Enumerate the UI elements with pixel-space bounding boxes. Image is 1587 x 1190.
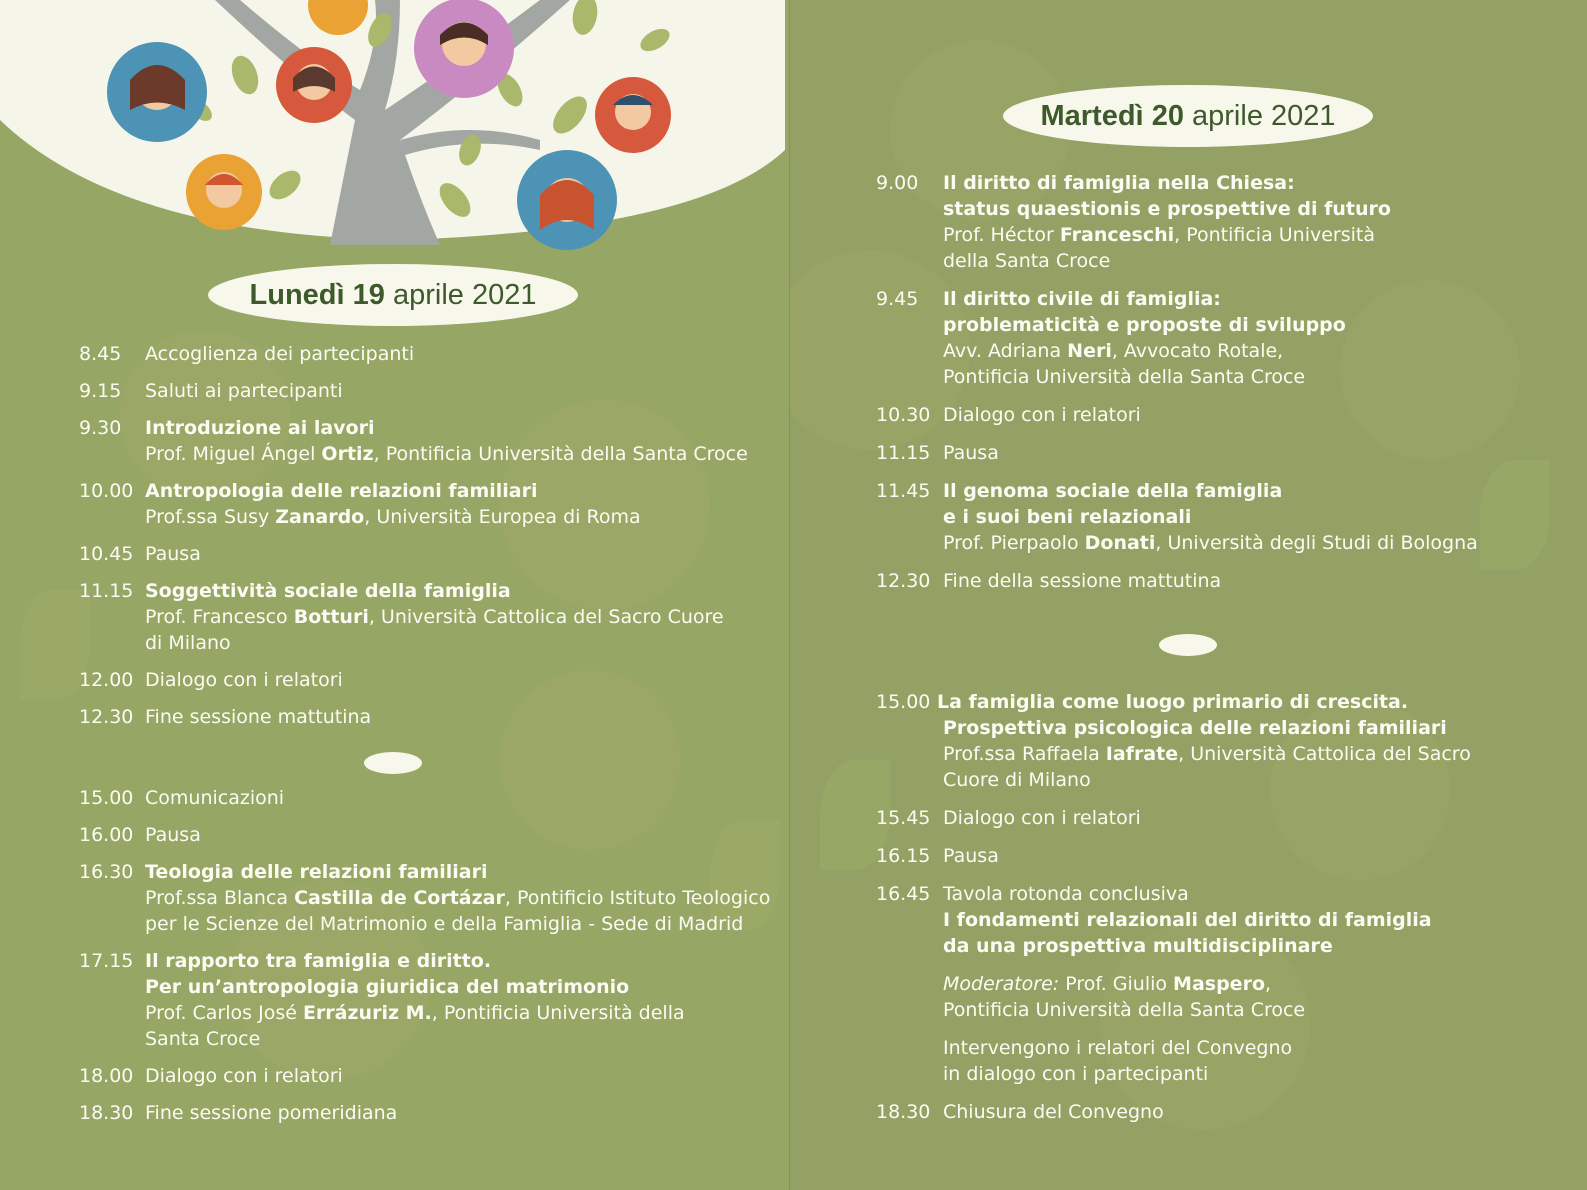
time: 8.45: [79, 343, 122, 365]
talk-title: Il diritto civile di famiglia:: [943, 288, 1221, 310]
activity: Pausa: [943, 442, 999, 464]
activity: Dialogo con i relatori: [943, 807, 1141, 829]
time: 18.00: [79, 1065, 134, 1087]
speaker-surname: Ortiz: [321, 443, 374, 465]
moderator: [943, 971, 1576, 1023]
speaker-affiliation-cont: Cuore di Milano: [943, 769, 1091, 791]
talk-title-cont: status quaestionis e prospettive di futuro: [943, 198, 1391, 220]
talk-title: Soggettività sociale della famiglia: [145, 580, 511, 602]
time: 15.45: [876, 807, 931, 829]
time: 15.00: [79, 787, 134, 809]
speaker-affiliation-cont: della Santa Croce: [943, 250, 1111, 272]
note-line-cont: in dialogo con i partecipanti: [943, 1063, 1209, 1085]
session-divider: [1159, 634, 1217, 656]
left-page: [0, 0, 790, 1190]
speaker: [943, 340, 1305, 388]
schedule-item: [79, 785, 779, 811]
speaker-surname: Iafrate: [1105, 743, 1179, 765]
speaker-prefix: Avv. Adriana: [943, 340, 1068, 362]
time: 12.30: [876, 570, 931, 592]
talk-title-cont: problematicità e proposte di sviluppo: [943, 314, 1346, 336]
speaker-affiliation-cont: di Milano: [145, 632, 231, 654]
tuesday-afternoon-schedule: [876, 689, 1576, 1125]
time: 15.00: [876, 691, 931, 713]
speaker-affiliation: , Pontificia Università: [1174, 224, 1376, 246]
time: 9.30: [79, 417, 122, 439]
speaker-surname: Botturi: [293, 606, 369, 628]
moderator-surname: Maspero: [1173, 973, 1265, 995]
schedule-item: [876, 843, 1576, 869]
time: 12.30: [79, 706, 134, 728]
speaker: [145, 606, 724, 654]
activity: Fine sessione mattutina: [145, 706, 372, 728]
schedule-item: [876, 286, 1576, 390]
schedule-item: [79, 704, 779, 730]
activity: Dialogo con i relatori: [943, 404, 1141, 426]
moderator-affiliation: Pontificia Università della Santa Croce: [943, 999, 1306, 1021]
weekday: Martedì: [1040, 100, 1144, 132]
schedule-item: [876, 440, 1576, 466]
speaker-affiliation: , Università degli Studi di Bologna: [1155, 532, 1478, 554]
speaker-affiliation-cont: per le Scienze del Matrimonio e della Famiglia - Sede di Madrid: [145, 913, 744, 935]
activity: Chiusura del Convegno: [943, 1101, 1164, 1123]
time: 10.00: [79, 480, 134, 502]
schedule-item: [79, 948, 779, 1052]
speaker-prefix: Prof.ssa Blanca: [145, 887, 295, 909]
moderator-comma: ,: [1265, 973, 1272, 995]
speaker-prefix: Prof. Pierpaolo: [943, 532, 1085, 554]
talk-title: Introduzione ai lavori: [145, 417, 375, 439]
speaker: [145, 1002, 685, 1050]
speaker: [145, 506, 641, 528]
speaker-surname: Franceschi: [1059, 224, 1175, 246]
talk-title: Il diritto di famiglia nella Chiesa:: [943, 172, 1295, 194]
speaker-affiliation: , Pontificio Istituto Teologico: [504, 887, 771, 909]
activity: Dialogo con i relatori: [145, 1065, 343, 1087]
month-year: aprile 2021: [392, 279, 537, 311]
monday-morning-schedule: [79, 341, 779, 730]
moderator-label: Moderatore:: [943, 973, 1060, 995]
talk-title: Il rapporto tra famiglia e diritto.: [145, 950, 492, 972]
month-year: aprile 2021: [1192, 100, 1336, 132]
day-number: 20: [1151, 100, 1184, 132]
speaker: [943, 532, 1478, 554]
schedule-item: [876, 402, 1576, 428]
speaker-prefix: Prof. Francesco: [145, 606, 294, 628]
speaker-affiliation: , Università Cattolica del Sacro Cuore: [368, 606, 724, 628]
tuesday-morning-schedule: [876, 170, 1576, 594]
speaker-prefix: Prof. Héctor: [943, 224, 1060, 246]
activity: Accoglienza dei partecipanti: [145, 343, 415, 365]
time: 16.30: [79, 861, 134, 883]
right-page: [790, 0, 1587, 1190]
schedule-item: [79, 667, 779, 693]
speaker-prefix: Prof. Miguel Ángel: [145, 443, 322, 465]
time: 10.30: [876, 404, 931, 426]
monday-afternoon-schedule: [79, 785, 779, 1126]
activity: Fine sessione pomeridiana: [145, 1102, 398, 1124]
schedule-item: [876, 568, 1576, 594]
speaker: [145, 443, 748, 465]
day-heading-tuesday: [1003, 85, 1373, 147]
time: 12.00: [79, 669, 134, 691]
schedule-item: [79, 415, 779, 467]
schedule-item: [79, 378, 779, 404]
time: 17.15: [79, 950, 134, 972]
speaker-surname: Donati: [1084, 532, 1156, 554]
time: 11.15: [876, 442, 931, 464]
speaker-prefix: Prof. Carlos José: [145, 1002, 303, 1024]
schedule-item: [876, 881, 1576, 1087]
time: 16.15: [876, 845, 931, 867]
speaker-affiliation: , Avvocato Rotale,: [1111, 340, 1284, 362]
time: 9.45: [876, 288, 919, 310]
activity: Pausa: [145, 824, 201, 846]
talk-title: Il genoma sociale della famiglia: [943, 480, 1283, 502]
activity: Pausa: [943, 845, 999, 867]
talk-title-cont: Prospettiva psicologica delle relazioni familiari: [943, 717, 1447, 739]
activity: Fine della sessione mattutina: [943, 570, 1222, 592]
time: 18.30: [79, 1102, 134, 1124]
activity: Dialogo con i relatori: [145, 669, 343, 691]
schedule-item: [79, 822, 779, 848]
speaker-prefix: Prof.ssa Raffaela: [943, 743, 1106, 765]
time: 11.45: [876, 480, 931, 502]
speaker: [943, 224, 1375, 272]
time: 11.15: [79, 580, 134, 602]
schedule-item: [79, 478, 779, 530]
activity: Comunicazioni: [145, 787, 285, 809]
speaker: [145, 887, 770, 935]
time: 9.15: [79, 380, 122, 402]
speaker: [937, 743, 1471, 791]
talk-title: La famiglia come luogo primario di crescita.: [937, 691, 1409, 713]
schedule-item: [876, 1099, 1576, 1125]
speaker-surname: Zanardo: [275, 506, 365, 528]
speaker-prefix: Prof.ssa Susy: [145, 506, 276, 528]
moderator-prefix: Prof. Giulio: [1059, 973, 1174, 995]
speaker-surname: Neri: [1067, 340, 1112, 362]
talk-title-cont: e i suoi beni relazionali: [943, 506, 1192, 528]
time: 16.45: [876, 883, 931, 905]
talk-title-cont: Per un’antropologia giuridica del matrimonio: [145, 976, 630, 998]
speaker-surname: Errázuriz M.: [302, 1002, 432, 1024]
note-line: Intervengono i relatori del Convegno: [943, 1037, 1293, 1059]
time: 18.30: [876, 1101, 931, 1123]
weekday: Lunedì: [249, 279, 345, 311]
schedule-item: [876, 478, 1576, 556]
schedule-item: [79, 578, 779, 656]
activity: Tavola rotonda conclusiva: [943, 883, 1189, 905]
activity: Pausa: [145, 543, 201, 565]
time: 10.45: [79, 543, 134, 565]
session-divider: [364, 752, 422, 774]
time: 16.00: [79, 824, 134, 846]
activity: Saluti ai partecipanti: [145, 380, 343, 402]
schedule-item: [876, 689, 1576, 793]
speaker-affiliation: , Pontificia Università della Santa Croce: [373, 443, 748, 465]
day-number: 19: [352, 279, 385, 311]
schedule-item: [79, 341, 779, 367]
speaker-surname: Castilla de Cortázar: [294, 887, 505, 909]
time: 9.00: [876, 172, 919, 194]
schedule-item: [79, 859, 779, 937]
speaker-affiliation-cont: Pontificia Università della Santa Croce: [943, 366, 1306, 388]
talk-title-cont: da una prospettiva multidisciplinare: [943, 935, 1333, 957]
schedule-item: [79, 541, 779, 567]
schedule-item: [79, 1100, 779, 1126]
day-heading-monday: [208, 264, 578, 326]
schedule-item: [79, 1063, 779, 1089]
round-table-note: [943, 1035, 1576, 1087]
talk-title: Teologia delle relazioni familiari: [145, 861, 488, 883]
speaker-affiliation: , Università Europea di Roma: [364, 506, 641, 528]
speaker-affiliation: , Pontificia Università della: [431, 1002, 685, 1024]
schedule-item: [876, 170, 1576, 274]
speaker-affiliation-cont: Santa Croce: [145, 1028, 261, 1050]
talk-title: Antropologia delle relazioni familiari: [145, 480, 538, 502]
talk-title: I fondamenti relazionali del diritto di famiglia: [943, 909, 1432, 931]
speaker-affiliation: , Università Cattolica del Sacro: [1178, 743, 1471, 765]
schedule-item: [876, 805, 1576, 831]
family-tree-illustration: [0, 0, 790, 250]
